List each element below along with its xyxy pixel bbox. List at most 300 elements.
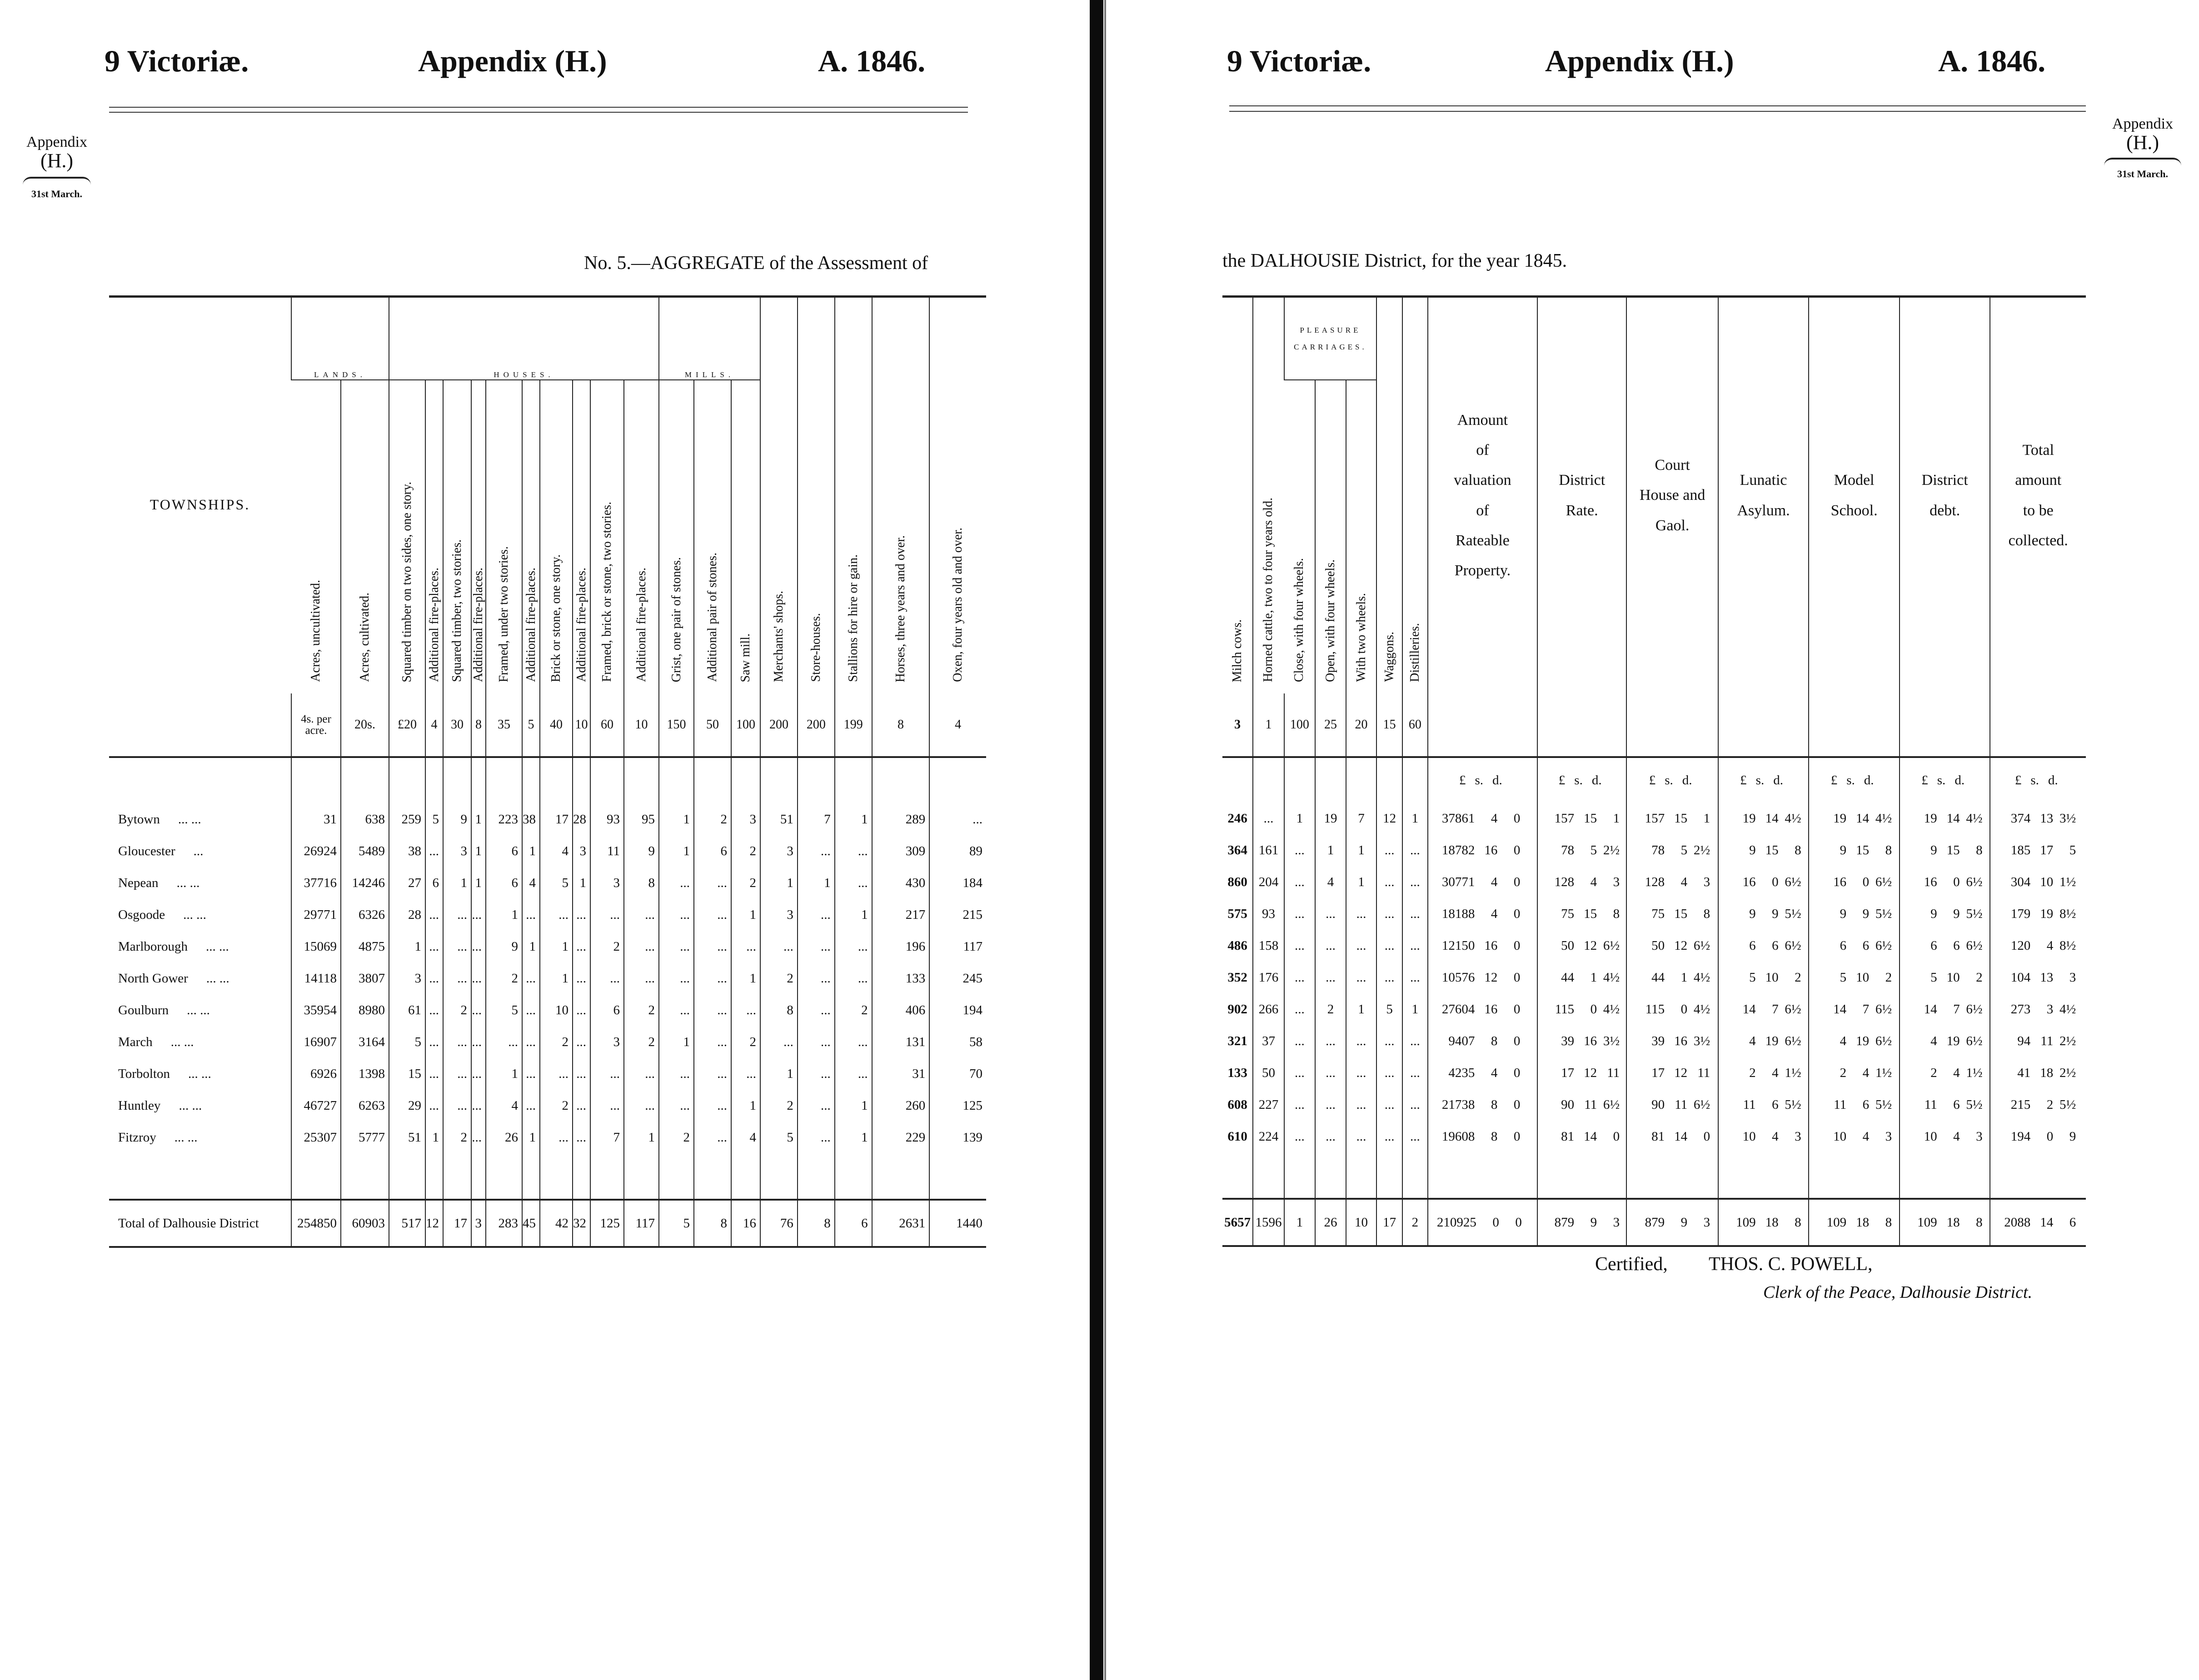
money-cell	[1990, 898, 2086, 930]
table-cell: ...	[573, 1122, 590, 1153]
rate-cell: 25	[1315, 693, 1346, 757]
column-header-district-debt	[1900, 297, 1990, 694]
money-part: 1	[1703, 811, 1710, 826]
lsd-unit: s.	[1574, 773, 1583, 788]
table-cell: ...	[1284, 1121, 1316, 1152]
money-part: 3	[1976, 1129, 1983, 1144]
money-cell	[1990, 1121, 2086, 1152]
money-cell	[1990, 834, 2086, 866]
money-cell	[1537, 1057, 1627, 1089]
money-part: 3	[1885, 1129, 1892, 1144]
table-cell: 1	[659, 1026, 694, 1058]
column-header-court-house	[1626, 297, 1718, 694]
table-cell: 14246	[341, 867, 389, 899]
money-part: 1½	[2059, 874, 2076, 889]
money-cell	[1990, 1057, 2086, 1089]
money-cell	[1718, 803, 1809, 834]
money-part: 18188	[1441, 906, 1475, 921]
table-cell: 5	[486, 994, 522, 1026]
table-cell: 1	[835, 1090, 872, 1122]
column-header: Saw mill.	[738, 633, 753, 682]
table-cell: 1	[760, 867, 798, 899]
money-cell	[1626, 1089, 1718, 1121]
money-cell	[1428, 1057, 1537, 1089]
money-cell	[1809, 1121, 1900, 1152]
table-cell: ...	[798, 835, 835, 867]
table-cell: 133	[872, 962, 930, 994]
leader-dots: ... ...	[206, 939, 229, 954]
money-cell	[1718, 1057, 1809, 1089]
money-part: 5	[1680, 842, 1688, 857]
money-part: 37861	[1441, 811, 1475, 826]
township-name: Huntley	[118, 1098, 161, 1113]
money-part: 75	[1651, 906, 1665, 921]
rate-cell: 150	[659, 693, 694, 757]
table-cell: ...	[425, 1090, 443, 1122]
money-part: 11	[1697, 1065, 1710, 1080]
table-cell: 4	[522, 867, 540, 899]
lsd-unit: s.	[1937, 773, 1946, 788]
table-cell: ...	[694, 931, 731, 962]
rate-cell	[1537, 693, 1627, 757]
township-name: March	[118, 1034, 153, 1049]
table-cell: ...	[1402, 866, 1428, 898]
money-part: 13	[2040, 970, 2054, 985]
money-part: 94	[2017, 1033, 2031, 1048]
table-cell: ...	[1315, 930, 1346, 962]
column-header: Waggons.	[1382, 632, 1396, 682]
binding-gutter	[1090, 0, 1103, 1680]
money-part: 27604	[1441, 1002, 1475, 1017]
header-line: collected.	[2008, 532, 2068, 549]
table-cell: 12	[1376, 803, 1402, 834]
table-row	[1222, 993, 2086, 1025]
total-cell: 32	[573, 1200, 590, 1247]
money-cell	[1626, 1057, 1718, 1089]
total-cell: 517	[389, 1200, 425, 1247]
table-cell: 176	[1253, 962, 1284, 993]
table-cell: 6	[486, 867, 522, 899]
money-cell	[1626, 1121, 1718, 1152]
rate-cell: 4	[929, 693, 986, 757]
table-cell: ...	[1402, 898, 1428, 930]
money-part: 374	[2010, 811, 2031, 826]
rate-cell: 60	[1402, 693, 1428, 757]
money-part: 12	[1674, 938, 1688, 953]
money-part: 4	[1953, 1129, 1960, 1144]
column-header: Grist, one pair of stones.	[669, 557, 683, 682]
rate-cell: 60	[590, 693, 624, 757]
money-cell	[1626, 993, 1718, 1025]
money-cell	[1718, 1121, 1809, 1152]
lsd-header-cell	[1900, 757, 1990, 803]
table-cell: ...	[522, 899, 540, 931]
table-cell: 1	[389, 931, 425, 962]
header-line: Rate.	[1566, 502, 1598, 519]
table-cell: 289	[872, 803, 930, 835]
lsd-header-cell	[1718, 757, 1809, 803]
table-cell: 246	[1227, 811, 1247, 826]
money-part: 0	[1613, 1129, 1620, 1144]
money-part: 1	[1590, 970, 1597, 985]
table-cell: 38	[389, 835, 425, 867]
money-part: 7	[1772, 1002, 1779, 1017]
money-part: 16	[1674, 1033, 1688, 1048]
money-cell	[1900, 803, 1990, 834]
table-cell: 1	[659, 835, 694, 867]
total-cell: 12	[425, 1200, 443, 1247]
header-line: Lunatic	[1740, 472, 1787, 489]
table-cell: 1	[1346, 834, 1377, 866]
township-cell	[109, 1122, 291, 1153]
money-part: 6½	[1875, 1002, 1892, 1017]
header-line: Gaol.	[1655, 517, 1690, 534]
table-cell: 430	[872, 867, 930, 899]
money-cell	[1718, 930, 1809, 962]
township-name: Fitzroy	[118, 1130, 156, 1145]
table-cell: 5	[425, 803, 443, 835]
leader-dots: ...	[193, 843, 204, 858]
header-line: District	[1559, 472, 1606, 489]
table-cell: ...	[835, 1058, 872, 1090]
township-name: Bytown	[118, 812, 160, 827]
table-row	[109, 1090, 986, 1122]
table-cell: ...	[1402, 1121, 1428, 1152]
lsd-unit: s.	[2030, 773, 2039, 788]
column-header: Milch cows.	[1230, 619, 1245, 682]
table-cell: 2	[760, 1090, 798, 1122]
table-cell: 2	[760, 962, 798, 994]
table-cell: ...	[798, 994, 835, 1026]
money-cell	[1626, 803, 1718, 834]
rate-cell: 35	[486, 693, 522, 757]
table-cell: 4	[731, 1122, 760, 1153]
money-part: 11	[1924, 1097, 1937, 1112]
money-part: 18	[1946, 1215, 1960, 1230]
money-part: 11	[1834, 1097, 1847, 1112]
header-rule	[109, 107, 968, 108]
table-cell: 1	[540, 962, 573, 994]
table-cell: ...	[798, 1090, 835, 1122]
table-cell: 2	[835, 994, 872, 1026]
total-row	[1222, 1199, 2086, 1246]
margin-brace	[2104, 158, 2181, 166]
table-row	[1222, 834, 2086, 866]
money-part: 16	[1584, 1033, 1597, 1048]
table-cell: 638	[341, 803, 389, 835]
column-header: Squared timber, two stories.	[450, 539, 464, 682]
table-cell: ...	[694, 962, 731, 994]
lsd-unit: £	[1921, 773, 1928, 788]
table-cell: ...	[694, 1058, 731, 1090]
money-cell	[1428, 930, 1537, 962]
table-cell: 89	[929, 835, 986, 867]
money-part: 5½	[2059, 1097, 2076, 1112]
money-part: 11	[1607, 1065, 1620, 1080]
leader-dots: ... ...	[170, 1034, 194, 1049]
margin-note-line: 31st March.	[31, 188, 83, 199]
table-caption: No. 5.—AGGREGATE of the Assessment of	[584, 253, 928, 274]
column-header: Close, with four wheels.	[1292, 558, 1306, 682]
table-cell: 1	[1284, 803, 1316, 834]
table-cell: ...	[573, 899, 590, 931]
money-part: 4½	[1693, 970, 1710, 985]
table-cell: 1398	[341, 1058, 389, 1090]
table-cell: ...	[835, 962, 872, 994]
table-row	[109, 803, 986, 835]
column-header: Acres, uncultivated.	[309, 580, 323, 682]
blank-cell	[1402, 757, 1428, 803]
money-part: 2	[1795, 970, 1801, 985]
column-header: Framed, brick or stone, two stories.	[600, 502, 614, 682]
money-part: 50	[1651, 938, 1665, 953]
margin-note-line: Appendix	[2112, 115, 2174, 132]
table-row	[1222, 803, 2086, 834]
table-cell: 35954	[291, 994, 341, 1026]
money-part: 19608	[1441, 1129, 1475, 1144]
table-cell: 29771	[291, 899, 341, 931]
table-cell: 5	[1376, 993, 1402, 1025]
table-cell: 1	[540, 931, 573, 962]
money-part: 81	[1561, 1129, 1575, 1144]
table-cell: ...	[694, 1122, 731, 1153]
money-cell	[1990, 803, 2086, 834]
table-cell: ...	[1376, 962, 1402, 993]
money-part: 8	[1613, 906, 1620, 921]
margin-note	[2095, 116, 2190, 179]
money-part: 6½	[1603, 938, 1620, 953]
money-part: 5	[1930, 970, 1937, 985]
rate-cell	[1900, 693, 1990, 757]
money-part: 3½	[1603, 1033, 1620, 1048]
table-cell: ...	[590, 1058, 624, 1090]
header-line: Model	[1834, 472, 1875, 489]
table-cell: 2	[443, 994, 471, 1026]
table-cell: 158	[1253, 930, 1284, 962]
table-cell: 2	[659, 1122, 694, 1153]
table-cell: 93	[1253, 898, 1284, 930]
money-cell	[1537, 1025, 1627, 1057]
money-part: 21738	[1441, 1097, 1475, 1112]
table-cell: ...	[425, 962, 443, 994]
table-cell: ...	[798, 899, 835, 931]
lsd-header-row	[1222, 757, 2086, 803]
money-part: 6	[1953, 938, 1960, 953]
table-cell: 1	[659, 803, 694, 835]
money-part: 18	[1856, 1215, 1870, 1230]
lsd-unit: £	[1649, 773, 1656, 788]
table-cell: ...	[522, 1026, 540, 1058]
township-name: Osgoode	[118, 907, 165, 922]
money-part: 11	[1584, 1097, 1597, 1112]
table-row	[109, 867, 986, 899]
page-header-left: 9 Victoriæ.	[1227, 44, 1371, 78]
money-part: 6	[1772, 938, 1779, 953]
table-cell: 6	[590, 994, 624, 1026]
table-cell: 860	[1227, 874, 1247, 889]
money-cell	[1718, 866, 1809, 898]
money-part: 14	[1924, 1002, 1937, 1017]
total-cell: 5	[659, 1200, 694, 1247]
margin-note	[14, 134, 100, 199]
table-cell: ...	[1376, 1057, 1402, 1089]
money-cell	[1537, 1199, 1627, 1246]
table-cell: 608	[1227, 1097, 1247, 1112]
table-cell: 352	[1227, 970, 1247, 985]
money-part: 17	[1561, 1065, 1575, 1080]
money-part: 6½	[1785, 1002, 1801, 1017]
table-cell: 1	[471, 867, 486, 899]
rate-cell: 30	[443, 693, 471, 757]
table-cell: 902	[1227, 1002, 1247, 1017]
table-cell: 58	[929, 1026, 986, 1058]
money-part: 109	[1917, 1215, 1937, 1230]
money-part: 0	[1492, 1215, 1499, 1230]
header-line: School.	[1830, 502, 1878, 519]
money-cell	[1537, 1121, 1627, 1152]
money-cell	[1990, 930, 2086, 962]
money-part: 2	[1749, 1065, 1756, 1080]
money-part: 0	[1513, 970, 1521, 985]
table-cell: 8	[624, 867, 659, 899]
money-part: 8	[1795, 842, 1801, 857]
money-part: 8	[1491, 1097, 1498, 1112]
total-cell: 16	[731, 1200, 760, 1247]
money-part: 18	[1765, 1215, 1779, 1230]
table-cell: 486	[1227, 938, 1247, 953]
money-part: 0	[1513, 1033, 1521, 1048]
table-cell: 5	[760, 1122, 798, 1153]
table-cell: 2	[694, 803, 731, 835]
table-cell: ...	[1284, 1025, 1316, 1057]
money-part: 4½	[1603, 970, 1620, 985]
money-cell	[1990, 993, 2086, 1025]
table-cell: ...	[1402, 962, 1428, 993]
total-cell: 60903	[341, 1200, 389, 1247]
total-cell: 2631	[872, 1200, 930, 1247]
money-part: 6	[1772, 1097, 1779, 1112]
money-cell	[1537, 803, 1627, 834]
table-cell: 37	[1253, 1025, 1284, 1057]
page-header-center: Appendix (H.)	[418, 44, 607, 78]
money-part: 4	[1680, 874, 1688, 889]
table-cell: 1	[835, 803, 872, 835]
table-cell: ...	[1346, 930, 1377, 962]
table-caption: the DALHOUSIE District, for the year 1845.	[1222, 250, 1567, 271]
total-cell: 8	[798, 1200, 835, 1247]
money-part: 3	[1703, 1215, 1710, 1230]
money-part: 6	[1749, 938, 1756, 953]
money-part: 12	[1484, 970, 1498, 985]
table-cell: 5	[540, 867, 573, 899]
table-cell: 1	[443, 867, 471, 899]
money-part: 7	[1953, 1002, 1960, 1017]
money-part: 4	[1953, 1065, 1960, 1080]
money-part: 44	[1561, 970, 1575, 985]
total-cell: 1596	[1253, 1199, 1284, 1246]
money-cell	[1626, 834, 1718, 866]
table-cell: 31	[872, 1058, 930, 1090]
table-cell: ...	[1376, 1089, 1402, 1121]
table-cell: 6	[694, 835, 731, 867]
table-row	[1222, 866, 2086, 898]
money-part: 16	[1484, 842, 1498, 857]
table-cell: ...	[1346, 898, 1377, 930]
table-cell: 9	[486, 931, 522, 962]
money-part: 12	[1584, 938, 1597, 953]
money-part: 9	[1590, 1215, 1597, 1230]
money-part: 8	[1976, 842, 1983, 857]
table-cell: 7	[590, 1122, 624, 1153]
table-cell: ...	[1284, 1057, 1316, 1089]
column-header: Horned cattle, two to four years old.	[1261, 498, 1276, 682]
table-cell: ...	[471, 994, 486, 1026]
rate-row	[109, 693, 986, 757]
assessment-table-left	[109, 295, 986, 1248]
table-cell: 1	[731, 899, 760, 931]
money-cell	[1428, 1025, 1537, 1057]
money-part: 16	[1924, 874, 1937, 889]
money-part: 6	[1953, 1097, 1960, 1112]
money-part: 128	[1645, 874, 1665, 889]
page-header-right: A. 1846.	[818, 44, 926, 78]
money-part: 9	[1930, 842, 1937, 857]
table-cell: ...	[1284, 930, 1316, 962]
money-cell	[1809, 866, 1900, 898]
page-header-left: 9 Victoriæ.	[105, 44, 249, 78]
money-part: 2	[1976, 970, 1983, 985]
table-cell: 139	[929, 1122, 986, 1153]
table-cell: 9	[624, 835, 659, 867]
money-cell	[1990, 1199, 2086, 1246]
money-cell	[1428, 803, 1537, 834]
table-cell: ...	[522, 1090, 540, 1122]
money-part: 10	[1765, 970, 1779, 985]
table-cell: 266	[1253, 993, 1284, 1025]
money-part: 6	[1862, 1097, 1870, 1112]
blank-cell	[1315, 757, 1346, 803]
money-cell	[1900, 834, 1990, 866]
money-part: 215	[2010, 1097, 2031, 1112]
money-cell	[1718, 834, 1809, 866]
column-header-district-rate	[1537, 297, 1627, 694]
money-cell	[1428, 834, 1537, 866]
table-cell: ...	[1376, 1025, 1402, 1057]
money-cell	[1537, 1089, 1627, 1121]
money-part: 15	[1856, 842, 1870, 857]
money-part: 81	[1651, 1129, 1665, 1144]
table-cell: 2	[731, 1026, 760, 1058]
leader-dots: ... ...	[176, 875, 200, 890]
money-part: 19	[2040, 906, 2054, 921]
table-cell: ...	[659, 899, 694, 931]
money-part: 14	[2040, 1215, 2054, 1230]
money-part: 39	[1651, 1033, 1665, 1048]
money-part: 2½	[1693, 842, 1710, 857]
table-cell: ...	[573, 1090, 590, 1122]
money-part: 3	[2069, 970, 2076, 985]
table-cell: 7	[798, 803, 835, 835]
table-cell: 3	[590, 1026, 624, 1058]
table-cell: 1	[522, 835, 540, 867]
money-cell	[1900, 1025, 1990, 1057]
table-cell: 2	[540, 1026, 573, 1058]
money-part: 14	[1584, 1129, 1597, 1144]
table-cell: ...	[694, 1026, 731, 1058]
table-cell: 3	[443, 835, 471, 867]
table-cell: ...	[760, 1026, 798, 1058]
money-part: 14	[1833, 1002, 1847, 1017]
